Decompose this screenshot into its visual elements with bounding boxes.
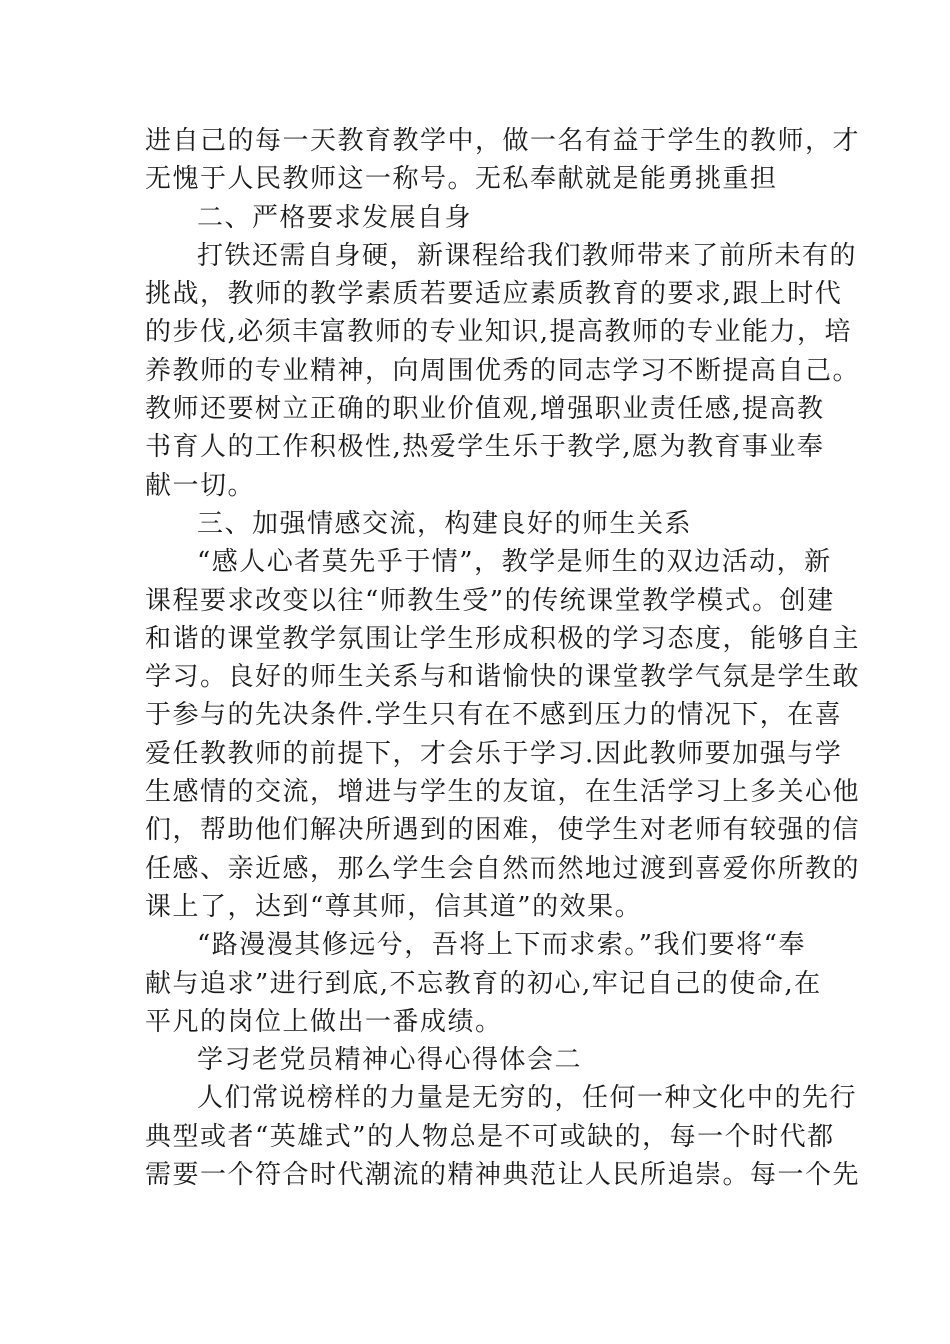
text-line: 进自己的每一天教育教学中，做一名有益于学生的教师，才 xyxy=(145,126,861,156)
text-line: 献一切。 xyxy=(145,470,256,501)
section-heading: 学习老党员精神心得心得体会二 xyxy=(197,1045,583,1076)
text-line: 教师还要树立正确的职业价值观,增强职业责任感,提高教 xyxy=(145,394,825,425)
text-line: 典型或者“英雄式”的人物总是不可或缺的，每一个时代都 xyxy=(145,1121,835,1152)
text-line: 生感情的交流，增进与学生的友谊，在生活学习上多关心他 xyxy=(145,777,861,808)
text-line: 的步伐,必须丰富教师的专业知识,提高教师的专业能力，培 xyxy=(145,317,853,348)
text-line: 打铁还需自身硬，新课程给我们教师带来了前所未有的 xyxy=(197,240,858,271)
text-line: 学习。良好的师生关系与和谐愉快的课堂教学气氛是学生敢 xyxy=(145,662,861,693)
section-heading: 二、严格要求发展自身 xyxy=(197,202,473,233)
text-line: 课程要求改变以往“师教生受”的传统课堂教学模式。创建 xyxy=(145,585,835,616)
text-line: 养教师的专业精神，向周围优秀的同志学习不断提高自己。 xyxy=(145,355,861,386)
text-line: 人们常说榜样的力量是无穷的，任何一种文化中的先行 xyxy=(197,1083,858,1114)
text-line: 献与追求”进行到底,不忘教育的初心,牢记自己的使命,在 xyxy=(145,968,822,999)
text-line: 需要一个符合时代潮流的精神典范让人民所追崇。每一个先 xyxy=(145,1160,861,1191)
text-line: “路漫漫其修远兮，吾将上下而求索。”我们要将“奉 xyxy=(197,930,806,961)
text-line: 爱任教教师的前提下，才会乐于学习.因此教师要加强与学 xyxy=(145,738,843,769)
text-line: 无愧于人民教师这一称号。无私奉献就是能勇挑重担 xyxy=(145,164,778,195)
document-body xyxy=(145,122,861,1194)
text-line: 们，帮助他们解决所遇到的困难，使学生对老师有较强的信 xyxy=(145,815,861,846)
text-line: “感人心者莫先乎于情”，教学是师生的双边活动，新 xyxy=(197,547,832,578)
text-line: 挑战，教师的教学素质若要适应素质教育的要求,跟上时代 xyxy=(145,279,843,310)
text-line: 任感、亲近感，那么学生会自然而然地过渡到喜爱你所教的 xyxy=(145,853,861,884)
text-line: 书育人的工作积极性,热爱学生乐于教学,愿为教育事业奉 xyxy=(145,432,825,463)
text-line: 和谐的课堂教学氛围让学生形成积极的学习态度，能够自主 xyxy=(145,623,861,654)
text-line: 平凡的岗位上做出一番成绩。 xyxy=(145,1006,503,1037)
section-heading: 三、加强情感交流，构建良好的师生关系 xyxy=(197,508,693,539)
text-line: 于参与的先决条件.学生只有在不感到压力的情况下，在喜 xyxy=(145,700,843,731)
text-line: 课上了，达到“尊其师，信其道”的效果。 xyxy=(145,891,643,922)
